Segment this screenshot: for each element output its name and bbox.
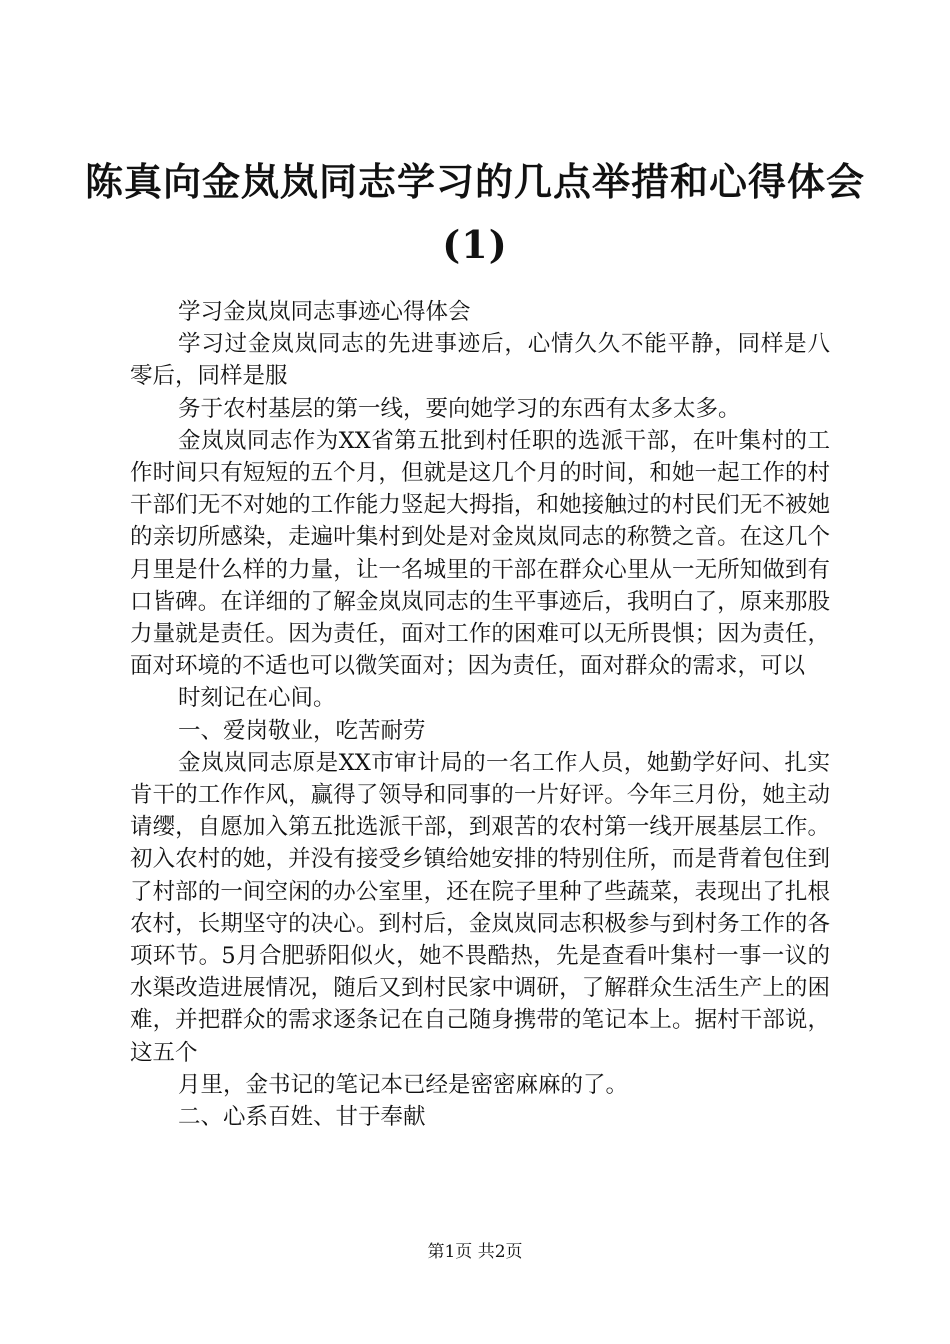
section-heading: 二、心系百姓、甘于奉献 [178, 1104, 426, 1131]
section-heading: 一、爱岗敬业，吃苦耐劳 [178, 717, 426, 744]
body-paragraph: 金岚岚同志原是XX市审计局的一名工作人员，她勤学好问、扎实肯干的工作作风，赢得了领导和同事的一片好评。今年三月份，她主动请缨，自愿加入第五批选派干部，到艰苦的农村第一线开展基层工作。初入农村的她，并没有接受乡镇给她安排的特别住所，而是背着包住到了村部的一间空闲的办公室里，还在院子里种了些蔬菜，表现出了扎根农村，长期坚守的决心。到村后，金岚岚同志积极参与到村务工作的各项环节。5月合肥骄阳似火，她不畏酷热，先是查看叶集村一事一议的水渠改造进展情况，随后又到村民家中调研，了解群众生活生产上的困难，并把群众的需求逐条记在自己随身携带的笔记本上。据村干部说，这五个 [130, 749, 830, 1066]
document-title-suffix: (1) [442, 222, 508, 267]
body-paragraph: 金岚岚同志作为XX省第五批到村任职的选派干部，在叶集村的工作时间只有短短的五个月，但就是这几个月的时间，和她一起工作的村干部们无不对她的工作能力竖起大拇指，和她接触过的村民们无不被她的亲切所感染，走遍叶集村到处是对金岚岚同志的称赞之音。在这几个月里是什么样的力量，让一名城里的干部在群众心里从一无所知做到有口皆碑。在详细的了解金岚岚同志的生平事迹后，我明白了，原来那股力量就是责任。因为责任，面对工作的困难可以无所畏惧；因为责任，面对环境的不适也可以微笑面对；因为责任，面对群众的需求，可以 [130, 427, 830, 680]
body-paragraph: 月里，金书记的笔记本已经是密密麻麻的了。 [178, 1071, 629, 1098]
body-paragraph: 务于农村基层的第一线，要向她学习的东西有太多太多。 [178, 395, 741, 422]
page-number-footer: 第1页 共2页 [427, 1242, 523, 1262]
document-body [130, 296, 830, 1133]
body-paragraph: 时刻记在心间。 [178, 685, 336, 712]
document-title: 陈真向金岚岚同志学习的几点举措和心得体会 [84, 159, 865, 204]
subtitle-paragraph: 学习金岚岚同志事迹心得体会 [178, 299, 471, 325]
body-paragraph: 学习过金岚岚同志的先进事迹后，心情久久不能平静，同样是八零后，同样是服 [130, 331, 830, 390]
